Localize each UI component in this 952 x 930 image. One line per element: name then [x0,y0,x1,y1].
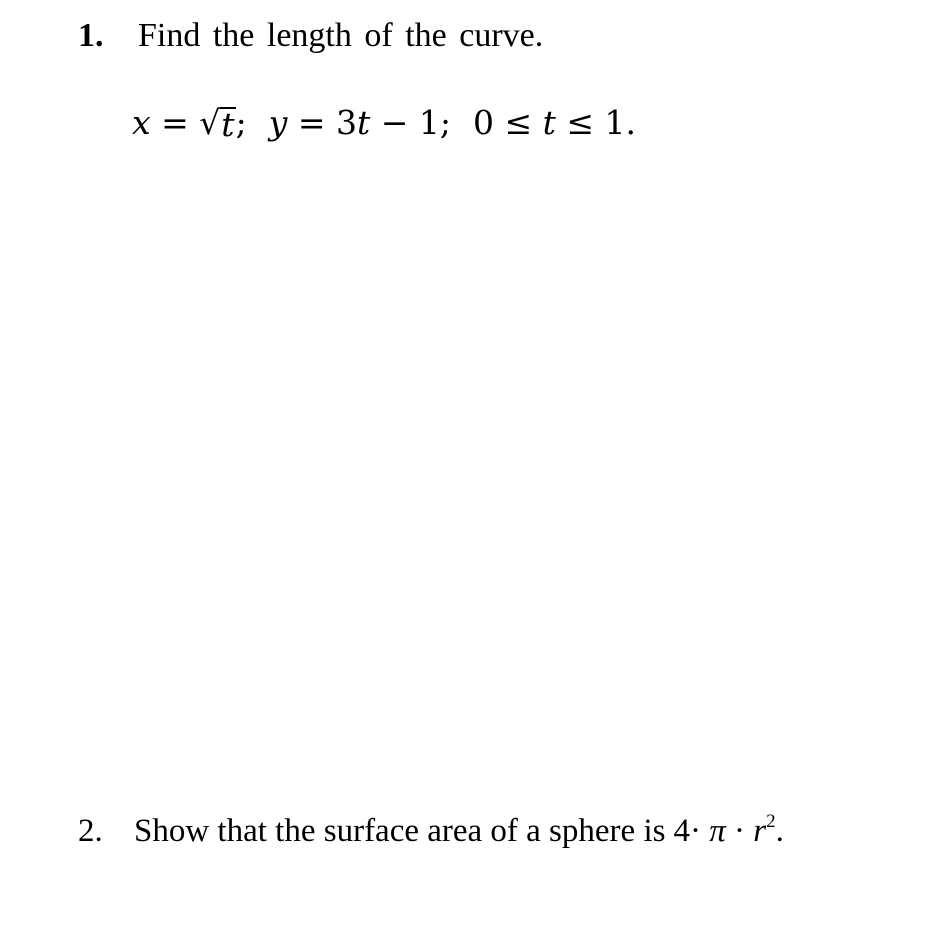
semicolon-1: ; [235,103,247,142]
minus-one: − 1; [370,103,451,142]
problem-2-statement [78,808,784,859]
sphere-area-formula [673,813,783,849]
problem-2-number: 2. [78,813,103,849]
problem-1-prompt: Find the length of the curve. [138,17,544,54]
exponent: 2 [766,811,776,832]
formula-period: . [775,813,784,849]
problem-1-statement [78,14,543,58]
x-variable: x [132,103,151,142]
pi-symbol: π [709,813,726,849]
formula-coefficient: 4· [673,813,710,849]
equals-three: = 3 [287,103,357,142]
range-variable: t [542,103,556,142]
parametric-equation [132,101,636,145]
sqrt-argument: t [221,105,235,144]
sqrt-symbol: √ [199,103,221,142]
problem-1-number: 1. [78,17,104,54]
y-variable: y [268,103,288,142]
formula-dot: · [725,813,754,849]
equals-sign-1: = [150,103,200,142]
r-variable: r [753,813,767,849]
problem-2-prompt: Show that the surface area of a sphere is [134,813,666,849]
range-end: ≤ 1. [555,103,637,142]
square-root-expression [199,101,235,145]
t-variable: t [356,103,371,142]
range-start: 0 ≤ [473,103,543,142]
